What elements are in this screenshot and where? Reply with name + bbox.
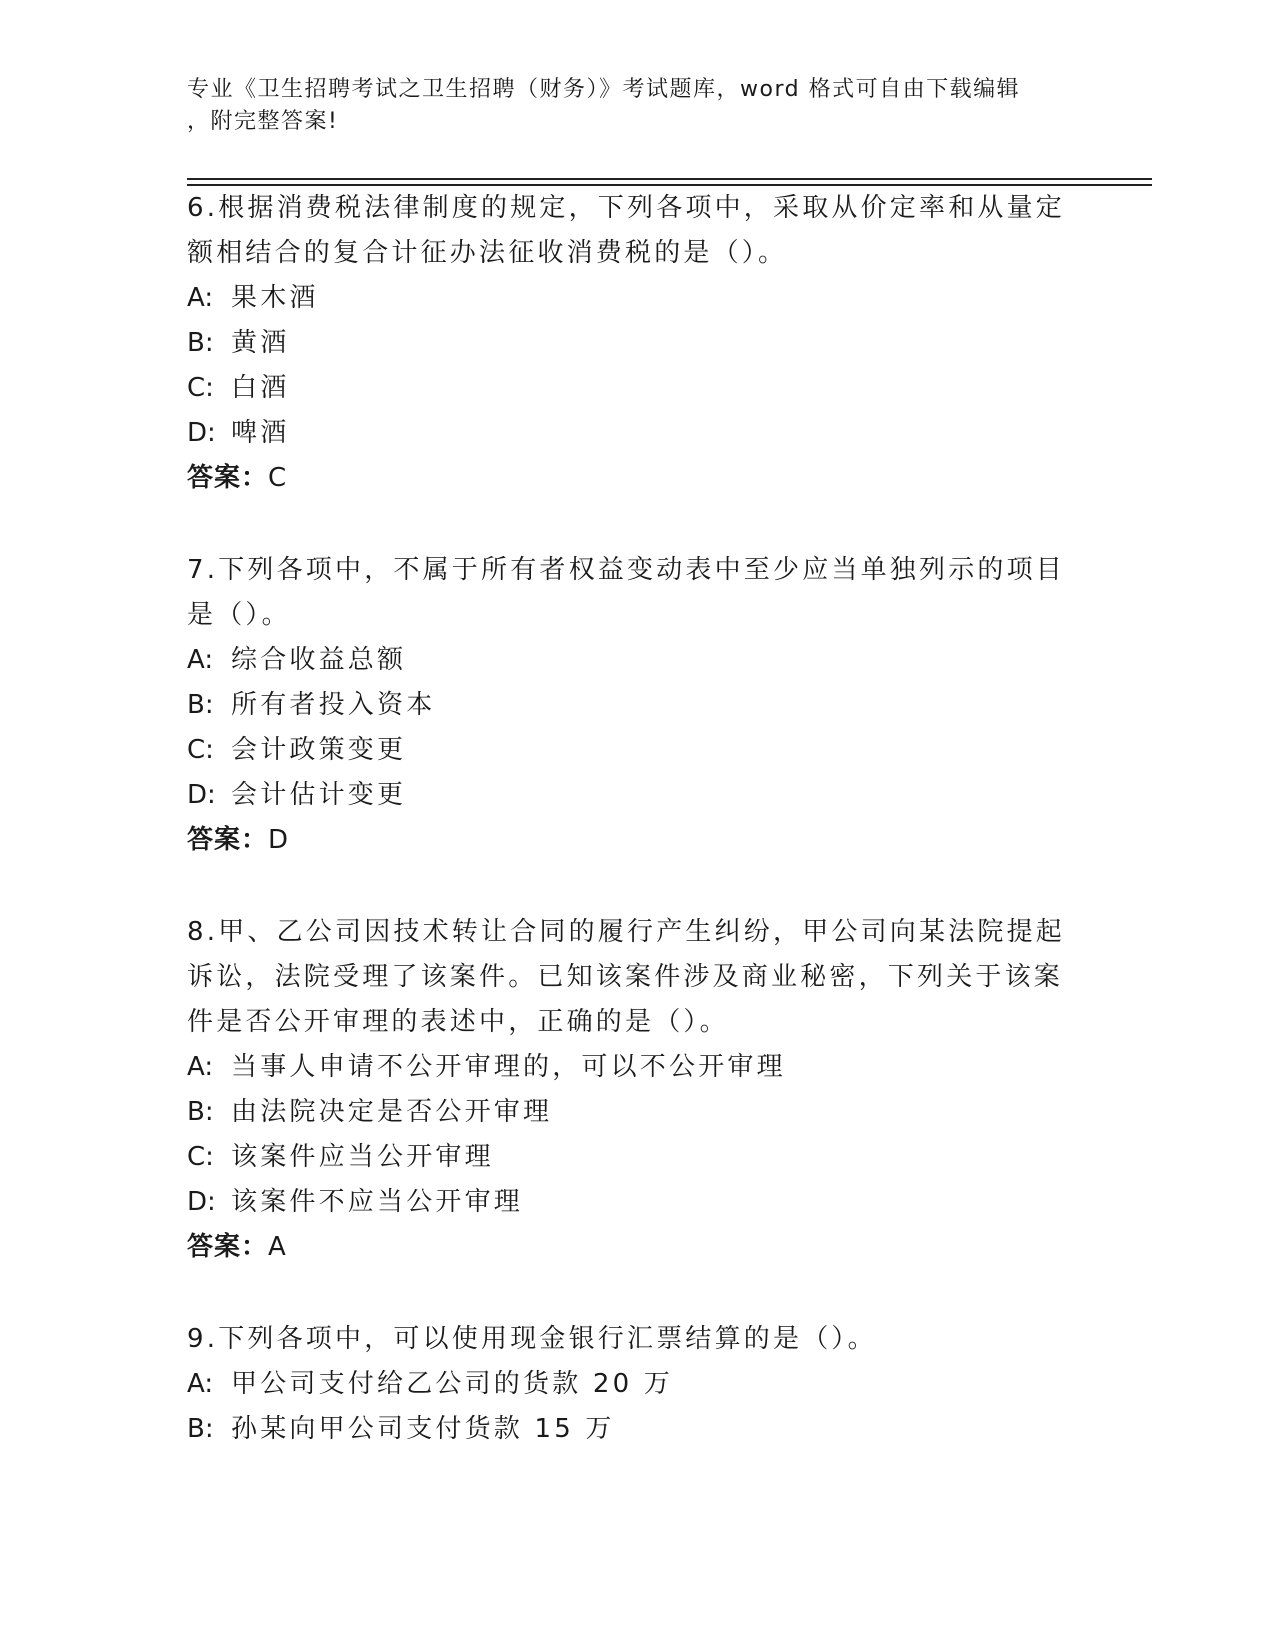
question-9	[187, 1317, 1067, 1452]
option-letter: C:	[187, 373, 214, 403]
option-text: 孙某向甲公司支付货款 15 万	[231, 1414, 615, 1444]
option-text: 会计估计变更	[231, 780, 407, 810]
option-text: 该案件应当公开审理	[231, 1142, 494, 1172]
answer-value: D	[268, 825, 290, 855]
answer-value: A	[268, 1232, 287, 1262]
question-list	[187, 186, 1067, 1499]
answer-value: C	[268, 463, 288, 493]
header-divider-top	[187, 178, 1152, 180]
option-b	[187, 683, 1067, 728]
option-text: 当事人申请不公开审理的，可以不公开审理	[231, 1052, 786, 1082]
option-b	[187, 321, 1067, 366]
option-letter: D:	[187, 780, 216, 810]
option-letter: C:	[187, 735, 214, 765]
question-stem: 6.根据消费税法律制度的规定，下列各项中，采取从价定率和从量定额相结合的复合计征办法征收消费税的是（）。	[187, 193, 1066, 268]
option-b	[187, 1090, 1067, 1135]
option-d	[187, 1180, 1067, 1225]
question-7	[187, 548, 1067, 863]
document-header	[187, 74, 1067, 138]
option-letter: B:	[187, 1414, 214, 1444]
option-text: 综合收益总额	[231, 645, 407, 675]
option-letter: B:	[187, 1097, 214, 1127]
option-letter: A:	[187, 1369, 214, 1399]
option-letter: A:	[187, 283, 214, 313]
answer-label: 答案：	[187, 463, 269, 493]
option-text: 该案件不应当公开审理	[231, 1187, 524, 1217]
option-b	[187, 1407, 1067, 1452]
option-letter: D:	[187, 418, 216, 448]
option-a	[187, 638, 1067, 683]
option-letter: B:	[187, 328, 214, 358]
option-d	[187, 411, 1067, 456]
answer-label: 答案：	[187, 1232, 269, 1262]
header-intro-line-2: ，附完整答案!	[187, 109, 339, 134]
option-text: 甲公司支付给乙公司的货款 20 万	[231, 1369, 674, 1399]
option-text: 啤酒	[231, 418, 290, 448]
header-intro-line-1: 专业《卫生招聘考试之卫生招聘（财务）》考试题库，word 格式可自由下载编辑	[187, 77, 1021, 102]
option-c	[187, 728, 1067, 773]
option-letter: C:	[187, 1142, 214, 1172]
option-text: 黄酒	[231, 328, 290, 358]
option-text: 会计政策变更	[231, 735, 407, 765]
answer-label: 答案：	[187, 825, 269, 855]
option-text: 白酒	[231, 373, 290, 403]
option-letter: D:	[187, 1187, 216, 1217]
option-a	[187, 1362, 1067, 1407]
option-a	[187, 276, 1067, 321]
option-d	[187, 773, 1067, 818]
answer	[187, 818, 1067, 863]
question-stem: 8.甲、乙公司因技术转让合同的履行产生纠纷，甲公司向某法院提起诉讼，法院受理了该案件。已知该案件涉及商业秘密，下列关于该案件是否公开审理的表述中，正确的是（）。	[187, 917, 1066, 1037]
option-a	[187, 1045, 1067, 1090]
question-8	[187, 910, 1067, 1270]
question-6	[187, 186, 1067, 501]
answer	[187, 456, 1067, 501]
answer	[187, 1225, 1067, 1270]
option-text: 由法院决定是否公开审理	[231, 1097, 553, 1127]
option-letter: A:	[187, 645, 214, 675]
option-letter: B:	[187, 690, 214, 720]
option-letter: A:	[187, 1052, 214, 1082]
option-text: 果木酒	[231, 283, 319, 313]
question-stem: 9.下列各项中，可以使用现金银行汇票结算的是（）。	[187, 1324, 877, 1354]
option-c	[187, 366, 1067, 411]
option-c	[187, 1135, 1067, 1180]
option-text: 所有者投入资本	[231, 690, 436, 720]
question-stem: 7.下列各项中，不属于所有者权益变动表中至少应当单独列示的项目是（）。	[187, 555, 1066, 630]
